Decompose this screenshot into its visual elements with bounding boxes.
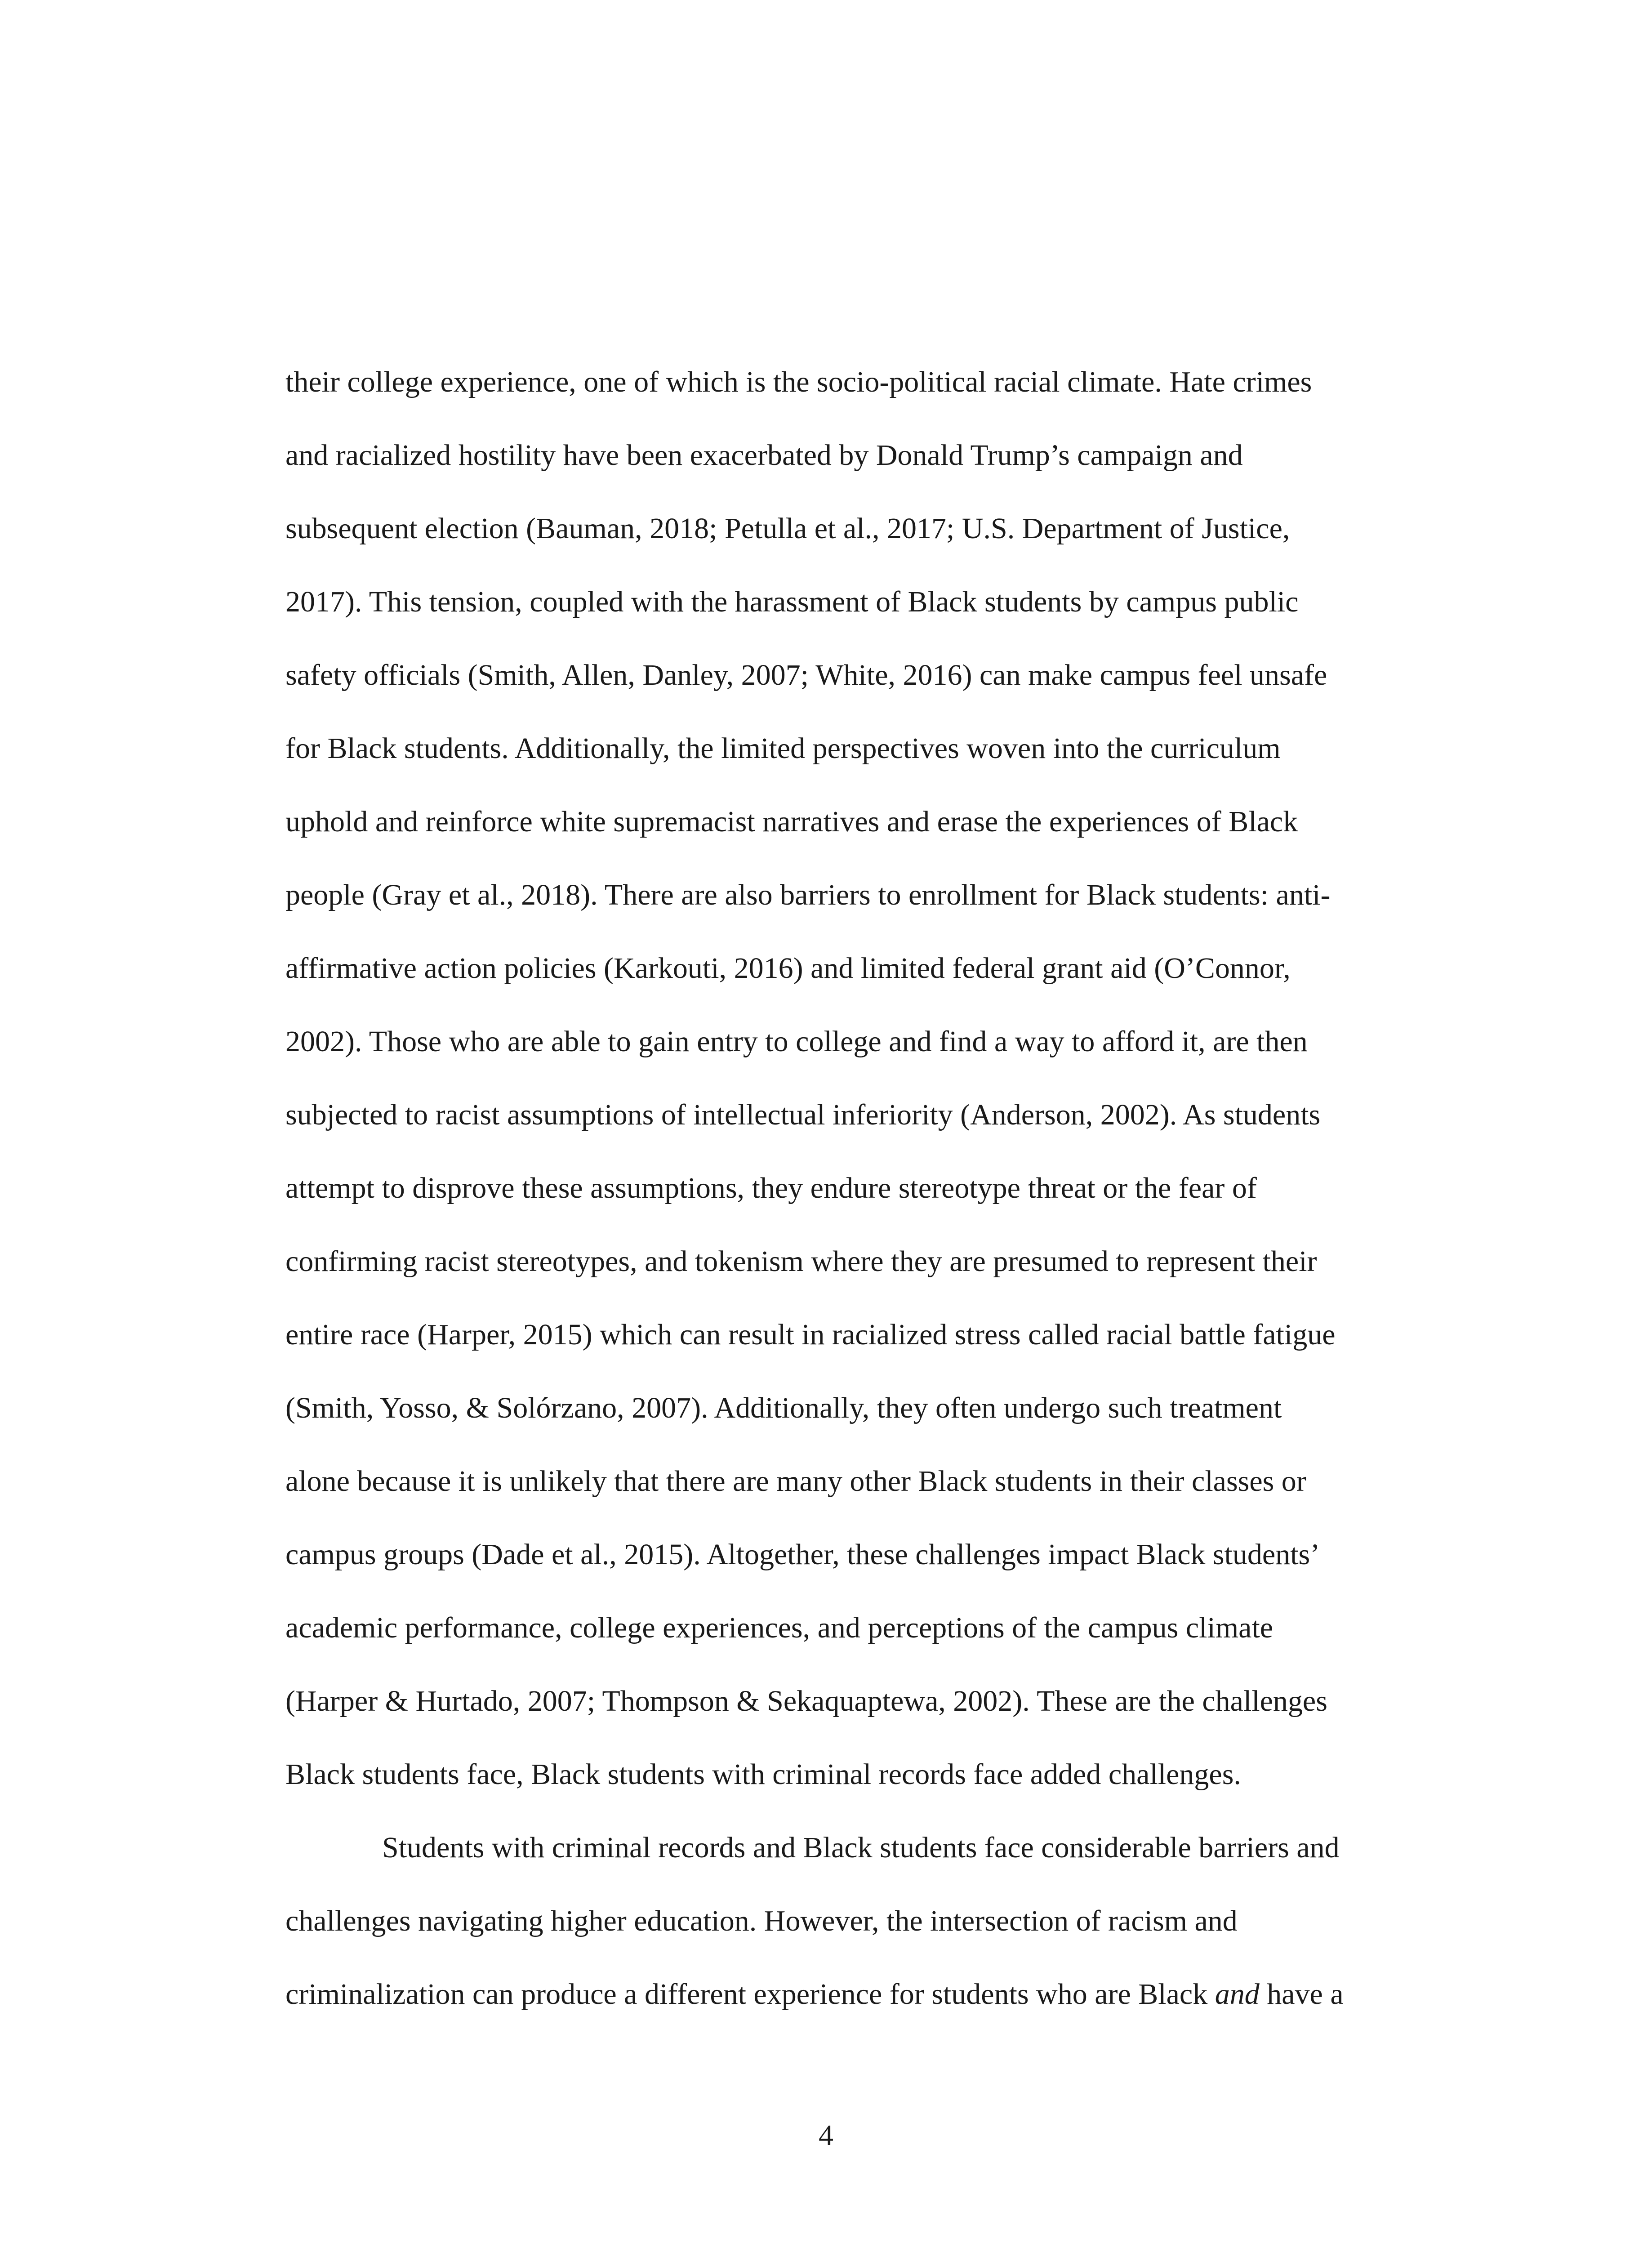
text-line: uphold and reinforce white supremacist narratives and erase the experiences of Black — [285, 805, 1298, 838]
text-line: 2002). Those who are able to gain entry to college and find a way to afford it, are then — [285, 1025, 1308, 1058]
text-line: safety officials (Smith, Allen, Danley, 2007; White, 2016) can make campus feel unsafe — [285, 659, 1327, 691]
text-line: subjected to racist assumptions of intellectual inferiority (Anderson, 2002). As students — [285, 1098, 1321, 1131]
text-line: attempt to disprove these assumptions, they endure stereotype threat or the fear of — [285, 1172, 1257, 1204]
text-line: entire race (Harper, 2015) which can result in racialized stress called racial battle fatigue — [285, 1318, 1336, 1351]
text-line: (Harper & Hurtado, 2007; Thompson & Sekaquaptewa, 2002). These are the challenges — [285, 1685, 1327, 1717]
text-line: academic performance, college experiences, and perceptions of the campus climate — [285, 1611, 1274, 1644]
text-line: challenges navigating higher education. However, the intersection of racism and — [285, 1905, 1238, 1937]
paragraph-first-line: Students with criminal records and Black students face considerable barriers and — [382, 1831, 1340, 1864]
text-line: (Smith, Yosso, & Solórzano, 2007). Additionally, they often undergo such treatment — [285, 1392, 1282, 1424]
page-number: 4 — [819, 2119, 833, 2152]
text-line: affirmative action policies (Karkouti, 2016) and limited federal grant aid (O’Connor, — [285, 952, 1291, 985]
text-line: Black students face, Black students with criminal records face added challenges. — [285, 1758, 1241, 1791]
text-line: 2017). This tension, coupled with the harassment of Black students by campus public — [285, 585, 1299, 618]
text-line: subsequent election (Bauman, 2018; Petulla et al., 2017; U.S. Department of Justice, — [285, 512, 1290, 545]
text-line: alone because it is unlikely that there are many other Black students in their classes or — [285, 1465, 1306, 1498]
text-line: people (Gray et al., 2018). There are also barriers to enrollment for Black students: anti- — [285, 879, 1331, 911]
text-line-last — [285, 1967, 1418, 2041]
text-segment: have a — [1259, 1978, 1344, 2011]
emphasis-text: and — [1215, 1978, 1260, 2011]
text-line: confirming racist stereotypes, and tokenism where they are presumed to represent their — [285, 1245, 1317, 1278]
text-line: for Black students. Additionally, the limited perspectives woven into the curriculum — [285, 732, 1281, 765]
text-segment: criminalization can produce a different experience for students who are Black — [285, 1978, 1215, 2011]
text-line: and racialized hostility have been exacerbated by Donald Trump’s campaign and — [285, 439, 1243, 472]
body-text — [285, 355, 1418, 2041]
text-line: their college experience, one of which is the socio-political racial climate. Hate crimes — [285, 366, 1312, 398]
text-line: campus groups (Dade et al., 2015). Altogether, these challenges impact Black students’ — [285, 1538, 1320, 1571]
